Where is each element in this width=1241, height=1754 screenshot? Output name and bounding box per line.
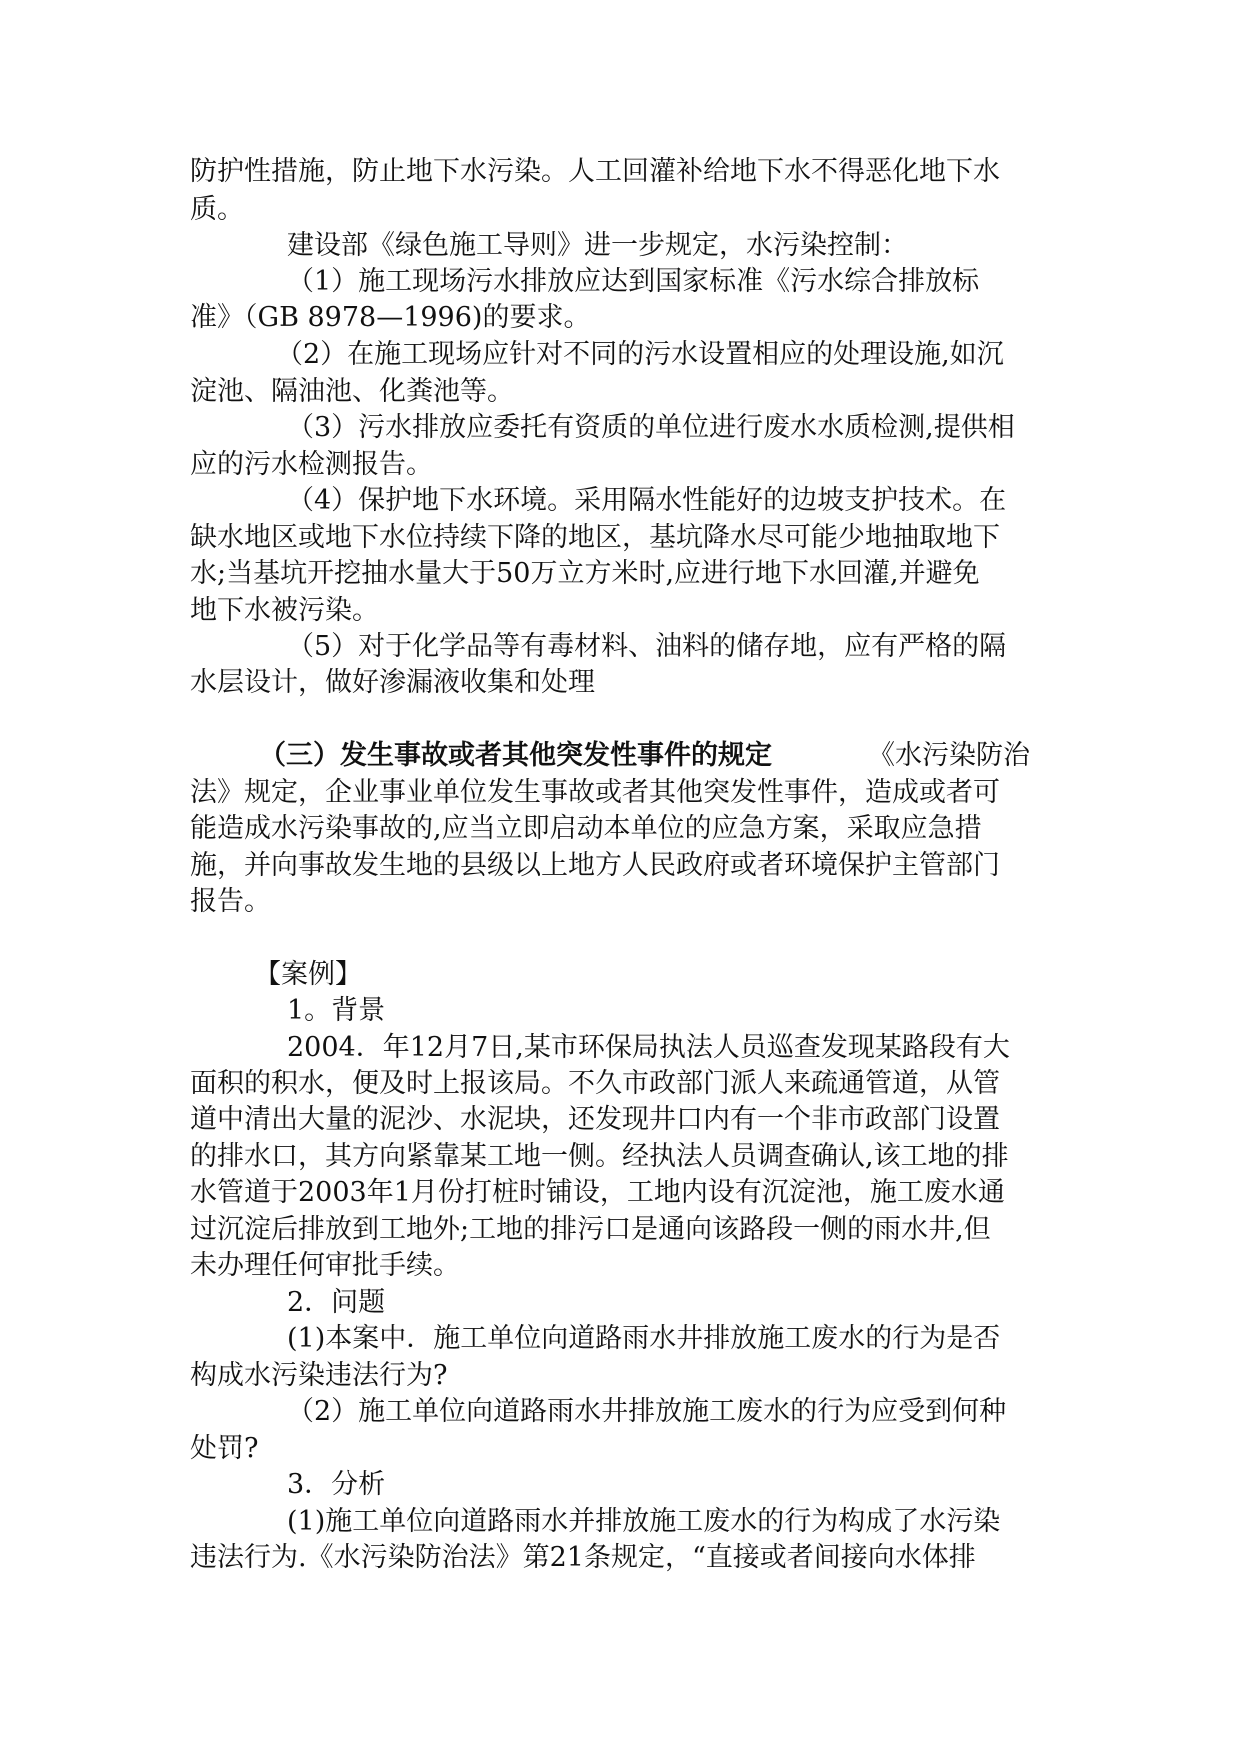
paragraph-line: 2004．年12月7日,某市环保局执法人员巡查发现某路段有大 [287,1032,1010,1063]
list-item-line: 应的污水检测报告。 [190,449,433,480]
paragraph-line: 面积的积水，便及时上报该局。不久市政部门派人来疏通管道，从管 [190,1068,1000,1099]
question-line: 处罚? [190,1433,259,1464]
paragraph-line: 施，并向事故发生地的县级以上地方人民政府或者环境保护主管部门 [190,850,1000,881]
section-heading: （三）发生事故或者其他突发性事件的规定 [259,740,772,771]
question-line: (1)本案中．施工单位向道路雨水井排放施工废水的行为是否 [287,1323,1001,1354]
list-item-line: 水层设计，做好渗漏液收集和处理 [190,667,595,698]
paragraph-line: 水管道于2003年1月份打桩时铺设，工地内设有沉淀池，施工废水通 [190,1177,1005,1208]
paragraph-line: 报告。 [190,886,271,917]
paragraph-line: 防护性措施，防止地下水污染。人工回灌补给地下水不得恶化地下水 [190,156,1000,187]
subheading: 3．分析 [287,1469,386,1500]
paragraph-line: 法》规定，企业事业单位发生事故或者其他突发性事件，造成或者可 [190,777,1000,808]
list-item-line: （2）在施工现场应针对不同的污水设置相应的处理设施,如沉 [276,339,1004,370]
subheading: 2．问题 [287,1287,386,1318]
paragraph-line: 《水污染防治 [868,740,1030,771]
question-line: （2）施工单位向道路雨水井排放施工废水的行为应受到何种 [287,1396,1007,1427]
subheading: 1。背景 [287,995,386,1026]
list-item-line: （5）对于化学品等有毒材料、油料的储存地，应有严格的隔 [287,631,1007,662]
list-item-line: 水;当基坑开挖抽水量大于50万立方米时,应进行地下水回灌,并避免 [190,558,980,589]
list-item-line: 缺水地区或地下水位持续下降的地区，基坑降水尽可能少地抽取地下 [190,522,1000,553]
question-line: 构成水污染违法行为? [190,1360,448,1391]
case-heading: 【案例】 [254,959,362,990]
paragraph-line: 违法行为.《水污染防治法》第21条规定，“直接或者间接向水体排 [190,1542,976,1573]
list-item-line: （3）污水排放应委托有资质的单位进行废水水质检测,提供相 [287,412,1015,443]
paragraph-line: 道中清出大量的泥沙、水泥块，还发现井口内有一个非市政部门设置 [190,1104,1000,1135]
paragraph-line: 质。 [190,194,244,225]
list-item-line: 地下水被污染。 [190,595,379,626]
list-item-line: （4）保护地下水环境。采用隔水性能好的边坡支护技术。在 [287,485,1007,516]
list-item-line: 准》（GB 8978—1996)的要求。 [190,302,591,333]
list-item-line: 淀池、隔油池、化粪池等。 [190,376,514,407]
paragraph-line: 过沉淀后排放到工地外;工地的排污口是通向该路段一侧的雨水井,但 [190,1214,991,1245]
paragraph-line: (1)施工单位向道路雨水并排放施工废水的行为构成了水污染 [287,1506,1001,1537]
paragraph-line: 的排水口，其方向紧靠某工地一侧。经执法人员调查确认,该工地的排 [190,1141,1009,1172]
paragraph-line: 能造成水污染事故的,应当立即启动本单位的应急方案，采取应急措 [190,813,982,844]
paragraph-line: 未办理任何审批手续。 [190,1250,460,1281]
list-item-line: （1）施工现场污水排放应达到国家标准《污水综合排放标 [287,266,980,297]
paragraph-line: 建设部《绿色施工导则》进一步规定，水污染控制： [287,230,908,261]
